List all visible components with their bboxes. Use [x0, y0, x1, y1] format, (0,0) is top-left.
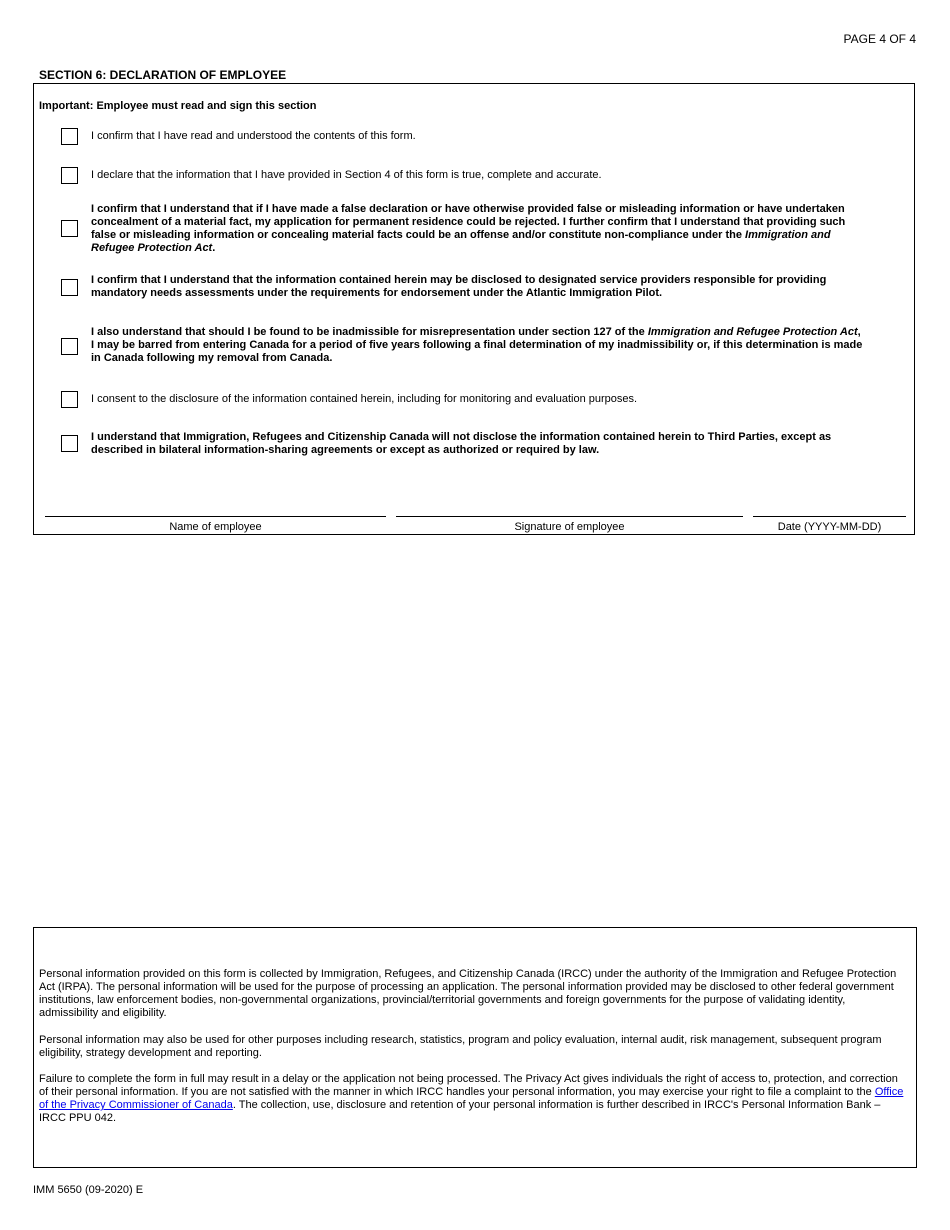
privacy-notice: [33, 927, 917, 1168]
declaration-checkbox-3[interactable]: [61, 220, 78, 237]
privacy-paragraph-3: Failure to complete the form in full may result in a delay or the application not being processed. The Privacy Act gives individuals the right of access to, protection, and correction of their personal information. If you are not satisfied with the manner in which IRCC handles your personal information, you may exercise your right to file a complaint to the Office of the Privacy Commissioner of Canada. The collection, use, disclosure and retention of your personal information is further described in IRCC's Personal Information Bank – IRCC PPU 042.: [39, 1073, 904, 1124]
privacy-commissioner-link[interactable]: Office of the Privacy Commissioner of Canada: [39, 1086, 904, 1111]
declaration-checkbox-7[interactable]: [61, 435, 78, 452]
form-code: IMM 5650 (09-2020) E: [33, 1184, 144, 1196]
declaration-text-3: I confirm that I understand that if I have made a false declaration or have otherwise provided false or misleading information or have undertaken concealment of a material fact, my application for permanent residence could be rejected. I further confirm that I understand that providing such false or misleading information or concealing material facts could be an offense and/or constitute non-compliance under the Immigration and Refugee Protection Act.: [91, 203, 846, 254]
name-label: Name of employee: [169, 521, 262, 533]
declaration-checkbox-6[interactable]: [61, 391, 78, 408]
declaration-section: [33, 83, 915, 535]
privacy-paragraph-1: Personal information provided on this form is collected by Immigration, Refugees, and Citizenship Canada (IRCC) under the authority of the Immigration and Refugee Protection Act (IRPA). The personal information will be used for the purpose of processing an application. The personal information provided may be disclosed to other federal government institutions, law enforcement bodies, non-governmental organizations, provincial/territorial governments and foreign governments for the purpose of validating identity, admissibility and eligibility.: [39, 968, 897, 1019]
declaration-checkbox-1[interactable]: [61, 128, 78, 145]
declaration-checkbox-2[interactable]: [61, 167, 78, 184]
declaration-text-1: I confirm that I have read and understood the contents of this form.: [91, 130, 416, 142]
declaration-text-7: I understand that Immigration, Refugees and Citizenship Canada will not disclose the information contained herein to Third Parties, except as described in bilateral information-sharing agreements or except as authorized or required by law.: [91, 431, 832, 456]
privacy-paragraph-2: Personal information may also be used for other purposes including research, statistics, program and policy evaluation, internal audit, risk management, subsequent program eligibility, strategy development and reporting.: [39, 1034, 882, 1059]
date-line[interactable]: [753, 516, 906, 517]
signature-label: Signature of employee: [514, 521, 625, 533]
signature-line[interactable]: [396, 516, 743, 517]
declaration-checkbox-5[interactable]: [61, 338, 78, 355]
important-notice: Important: Employee must read and sign this section: [39, 100, 317, 112]
declaration-checkbox-4[interactable]: [61, 279, 78, 296]
page-number: PAGE 4 OF 4: [843, 32, 916, 46]
declaration-text-5: I also understand that should I be found to be inadmissible for misrepresentation under section 127 of the Immigration and Refugee Protection Act, I may be barred from entering Canada for a period of five years following a final determination of my inadmissibility or, if this determination is made in Canada following my removal from Canada.: [91, 326, 863, 364]
date-label: Date (YYYY-MM-DD): [777, 521, 882, 533]
declaration-text-6: I consent to the disclosure of the information contained herein, including for monitoring and evaluation purposes.: [91, 393, 638, 405]
declaration-text-4: I confirm that I understand that the information contained herein may be disclosed to designated service providers responsible for providing mandatory needs assessments under the requirements for endorsement under the Atlantic Immigration Pilot.: [91, 274, 827, 299]
declaration-text-2: I declare that the information that I have provided in Section 4 of this form is true, complete and accurate.: [91, 169, 602, 181]
section-title: SECTION 6: DECLARATION OF EMPLOYEE: [39, 68, 287, 82]
name-line[interactable]: [45, 516, 386, 517]
